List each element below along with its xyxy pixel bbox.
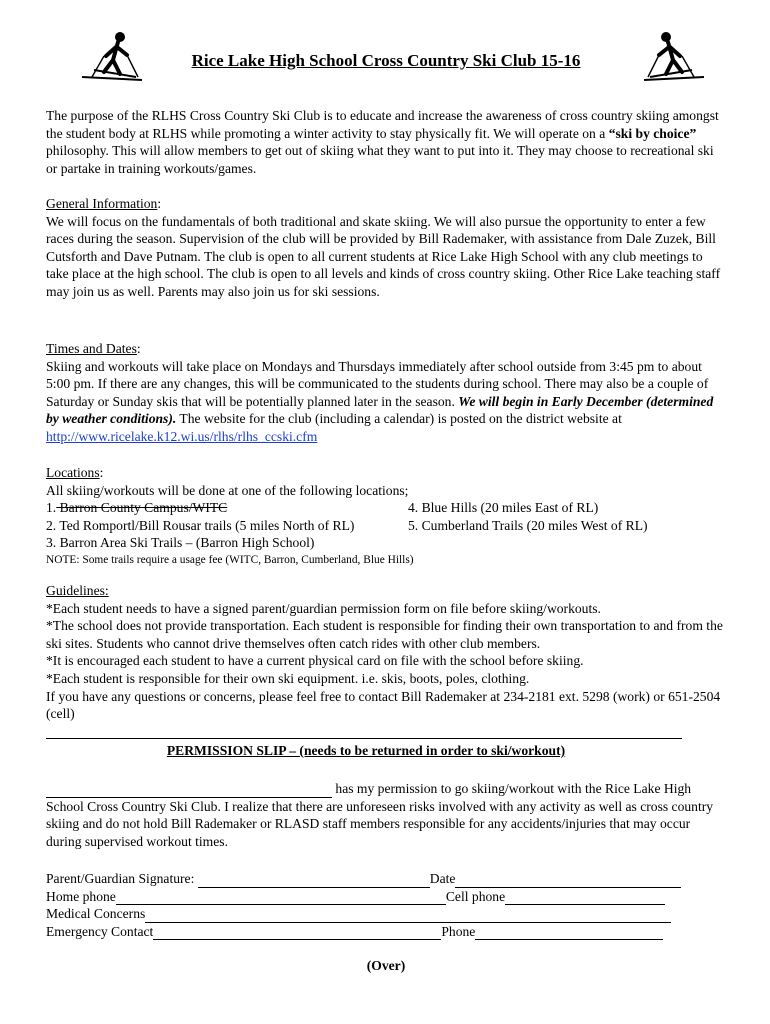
permission-section <box>46 780 726 850</box>
general-heading: General Information <box>46 196 158 211</box>
cell-phone-label: Cell phone <box>445 888 506 904</box>
general-body: We will focus on the fundamentals of both traditional and skate skiing. We will also pursue the opportunity to enter a few races during the season. Supervision of the club will be provided by Bill Rademaker, with assistance from Dale Zuzek, Bill Cutsforth and Dave Putnam. The club is open to all current students at Rice Lake High School with any club meetings to take place at the high school. The club is open to all levels and kinds of cross country skiing. Other Rice Lake teaching staff may join us as well. Parents may also join us for ski sessions. <box>46 213 721 299</box>
student-name-field[interactable] <box>46 784 332 798</box>
general-section: General Information: We will focus on the fundamentals of both traditional and skate skiing. We will also pursue the opportunity to enter a few races during the season. Supervision of the club will be provided by Bill Rademaker, with assistance from Dale Zuzek, Bill Cutsforth and Dave Putnam. The club is open to all current students at Rice Lake High School with any club meetings to take place at the high school. The club is open to all levels and kinds of cross country skiing. Other Rice Lake teaching staff may join us as well. Parents may also join us for ski sessions. <box>46 195 726 301</box>
divider-line <box>46 738 726 739</box>
medical-concerns-field[interactable] <box>145 909 671 923</box>
parent-signature-field[interactable] <box>198 874 430 888</box>
emergency-contact-field[interactable] <box>153 926 441 940</box>
parent-signature-label: Parent/Guardian Signature: <box>46 871 195 886</box>
times-body <box>46 358 726 446</box>
signature-form <box>46 870 726 940</box>
locations-list <box>46 499 726 552</box>
skier-icon <box>80 30 150 88</box>
phone-label: Phone <box>441 923 476 939</box>
locations-intro: All skiing/workouts will be done at one of the following locations; <box>46 482 409 498</box>
permission-body: has my permission to go skiing/workout with the Rice Lake High School Cross Country Ski Club. I realize that there are unforeseen risks involved with any activity as well as cross country skiing and do not hold Bill Rademaker or RLASD staff members responsible for any accidents/injuries that may occur during supervised workout times. <box>46 781 714 849</box>
guideline-item: *It is encouraged each student to have a current physical card on file with the school before skiing. <box>46 653 584 669</box>
over-note: (Over) <box>366 958 406 973</box>
guideline-item: *Each student is responsible for their own ski equipment. i.e. skis, boots, poles, clothing. <box>46 670 530 686</box>
locations-note: NOTE: Some trails require a usage fee (WITC, Barron, Cumberland, Blue Hills) <box>46 553 414 566</box>
intro-text-2: philosophy. This will allow members to get out of skiing what they want to put into it. They may choose to recreational ski or partake in training workouts/games. <box>46 143 714 176</box>
intro-bold: “ski by choice” <box>608 125 697 141</box>
skier-icon <box>636 30 706 88</box>
guidelines-heading: Guidelines: <box>46 583 109 598</box>
times-emphasis: We will begin in Early December (determined by weather conditions). <box>46 393 714 427</box>
times-section: Times and Dates: Skiing and workouts will take place on Mondays and Thursdays immediately after school outside from 3:45 pm to about 5:00 pm. If there are any changes, this will be communicated to the students during school. There may also be a couple of Saturday or Sunday skis that will be potentially planned later in the season. We will begin in Early December (determined by weather conditions). The website for the club (including a calendar) is posted on the district website at http://www.ricelake.k12.wi.us/rlhs/rlhs_ccski.cfm <box>46 340 726 446</box>
location-item-1: 1. Barron County Campus/WITC <box>46 500 228 516</box>
home-phone-label: Home phone <box>46 888 116 904</box>
location-item-4: 4. Blue Hills (20 miles East of RL) <box>408 500 599 516</box>
contact-text: If you have any questions or concerns, please feel free to contact Bill Rademaker at 234-2181 ext. 5298 (work) or 651-2504 (cell) <box>46 688 721 722</box>
title-row <box>46 30 726 90</box>
locations-section: Locations: All skiing/workouts will be done at one of the following locations; 1. Barron County Campus/WITC 4. Blue Hills (20 miles East of RL) 2. Ted Romportl/Bill Rousar trails (5 miles North of RL) 5. Cumberland Trails (20 miles West of RL) 3. Barron Area Ski Trails – (Barron High School) NOTE: Some trails require a usage fee (WITC, Barron, Cumberland, Blue Hills) <box>46 464 726 570</box>
guideline-item: *The school does not provide transportation. Each student is responsible for finding their own transportation to and from the ski sites. Students who cannot drive themselves often catch rides with other club members. <box>46 618 723 651</box>
times-heading: Times and Dates <box>46 341 137 356</box>
cell-phone-field[interactable] <box>505 891 665 905</box>
medical-concerns-label: Medical Concerns <box>46 906 146 922</box>
date-label: Date <box>429 871 456 886</box>
home-phone-field[interactable] <box>116 891 446 905</box>
location-item-2: 2. Ted Romportl/Bill Rousar trails (5 miles North of RL) <box>46 517 355 533</box>
locations-heading: Locations <box>46 465 100 480</box>
intro-paragraph <box>46 107 726 177</box>
website-link[interactable]: http://www.ricelake.k12.wi.us/rlhs/rlhs_ccski.cfm <box>46 428 318 444</box>
guideline-item: *Each student needs to have a signed parent/guardian permission form on file before skiing/workouts. <box>46 600 601 616</box>
intro-section <box>46 107 726 177</box>
location-item-5: 5. Cumberland Trails (20 miles West of RL) <box>408 517 648 533</box>
times-text: Skiing and workouts will take place on Mondays and Thursdays immediately after school outside from 3:45 pm to about 5:00 pm. If there are any changes, this will be communicated to the students during school. There may also be a couple of Saturday or Sunday skis that will be potentially planned later in the season. <box>46 358 709 409</box>
emergency-contact-label: Emergency Contact <box>46 923 154 939</box>
guidelines-section <box>46 582 726 723</box>
permission-heading: PERMISSION SLIP – (needs to be returned in order to ski/workout) <box>166 743 566 758</box>
location-item-3: 3. Barron Area Ski Trails – (Barron High School) <box>46 535 315 551</box>
intro-text: The purpose of the RLHS Cross Country Ski Club is to educate and increase the awareness of cross country skiing amongst the student body at RLHS while promoting a winter activity to stay physically fit. We will operate on a <box>46 108 719 141</box>
date-field[interactable] <box>455 874 681 888</box>
phone-field[interactable] <box>475 926 663 940</box>
times-text-2: The website for the club (including a calendar) is posted on the district website at <box>176 411 622 427</box>
page-title: Rice Lake High School Cross Country Ski Club 15-16 <box>191 51 581 70</box>
